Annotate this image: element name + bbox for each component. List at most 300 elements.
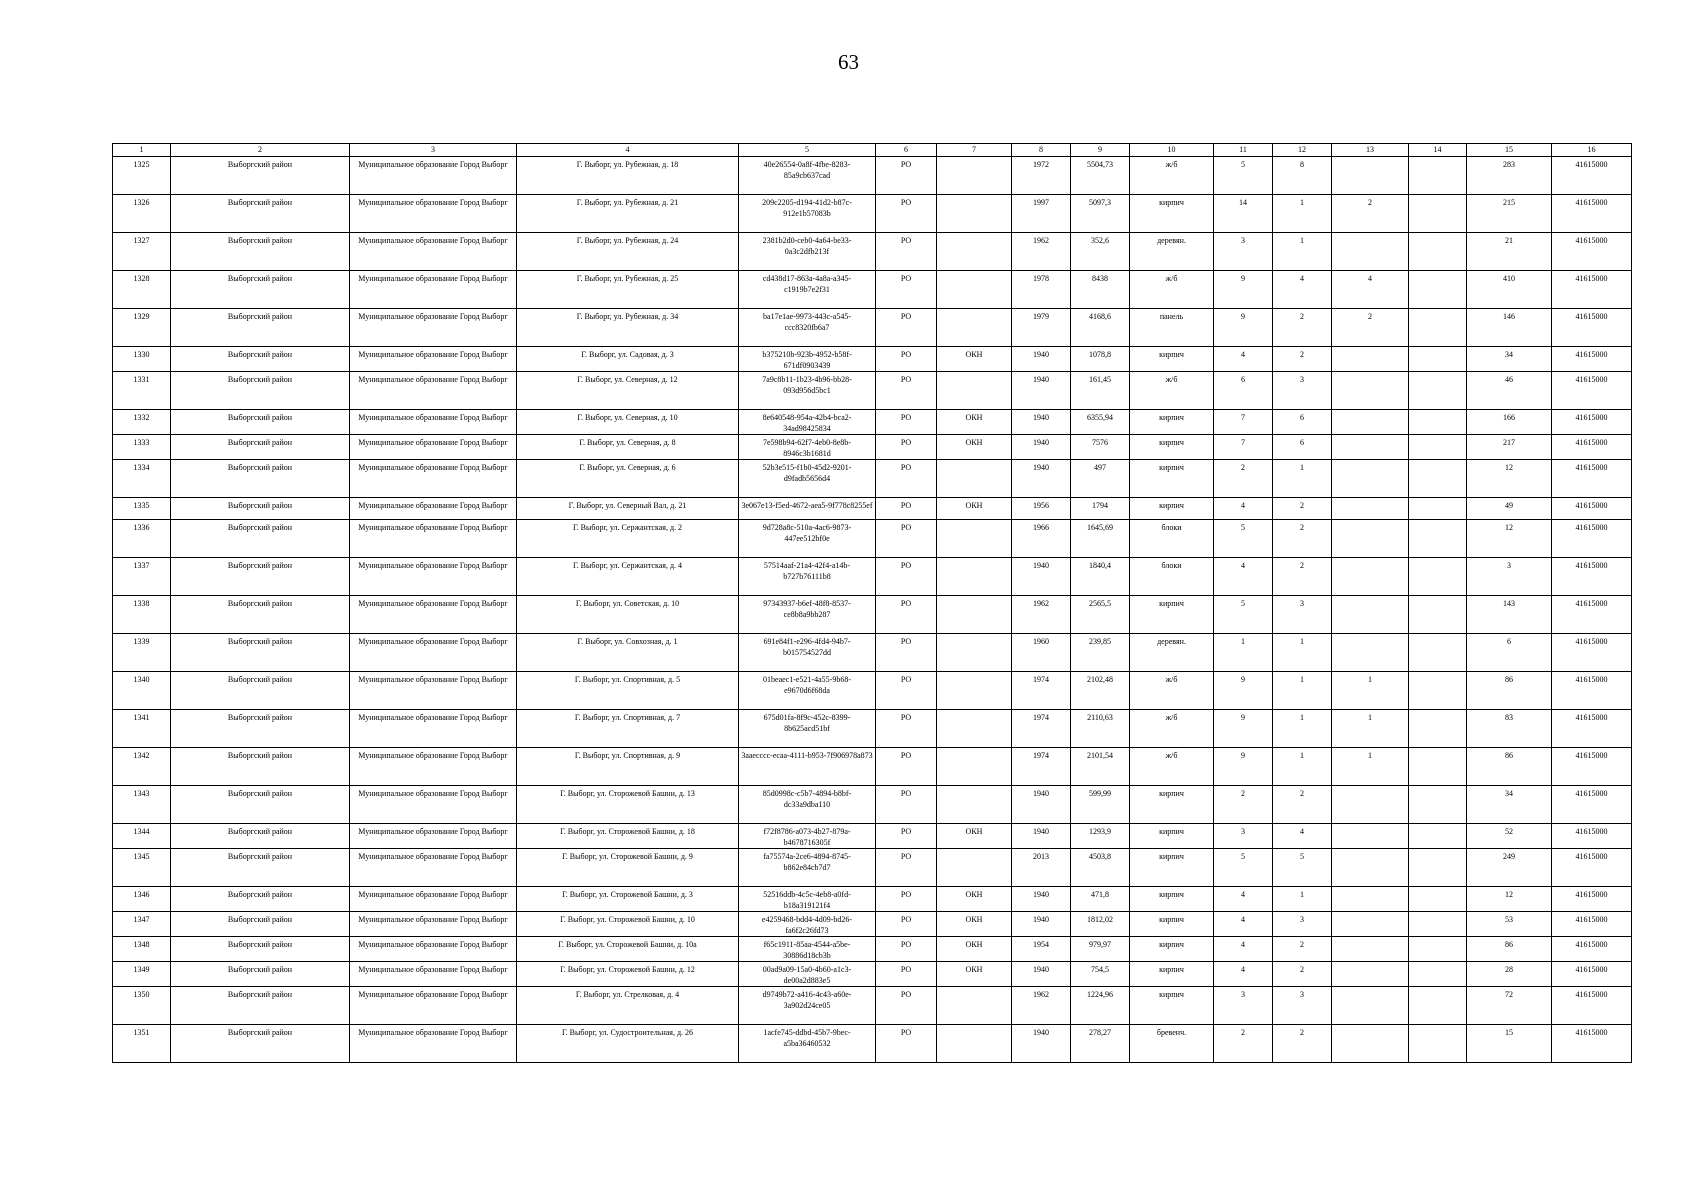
column-header: 14: [1409, 144, 1467, 157]
municipality-cell: Муниципальное образование Город Выборг: [350, 435, 517, 460]
col14-cell: [1409, 498, 1467, 520]
col6-cell: РО: [876, 157, 937, 195]
col6-cell: РО: [876, 271, 937, 309]
municipality-cell: Муниципальное образование Город Выборг: [350, 596, 517, 634]
col6-cell: РО: [876, 309, 937, 347]
col14-cell: [1409, 410, 1467, 435]
col6-cell: РО: [876, 912, 937, 937]
table-row: [113, 634, 1632, 672]
table-row: [113, 435, 1632, 460]
col13-cell: 1: [1332, 672, 1409, 710]
column-header: 12: [1273, 144, 1332, 157]
area-cell: 1645,69: [1071, 520, 1130, 558]
guid-cell: 52b3e515-f1b0-45d2-9201-d9fadb5656d4: [739, 460, 876, 498]
table-row: [113, 309, 1632, 347]
col14-cell: [1409, 937, 1467, 962]
address-cell: Г. Выборг, ул. Сторожевой Башни, д. 12: [517, 962, 739, 987]
oktmo-code-cell: 41615000: [1552, 309, 1632, 347]
col7-cell: [937, 195, 1012, 233]
col14-cell: [1409, 786, 1467, 824]
district-cell: Выборгский район: [171, 987, 350, 1025]
col7-cell: ОКН: [937, 410, 1012, 435]
table-body: [113, 157, 1632, 1063]
oktmo-code-cell: 41615000: [1552, 271, 1632, 309]
table-row: [113, 962, 1632, 987]
municipality-cell: Муниципальное образование Город Выборг: [350, 912, 517, 937]
table-row: [113, 233, 1632, 271]
col7-cell: [937, 309, 1012, 347]
col6-cell: РО: [876, 748, 937, 786]
table-row: [113, 498, 1632, 520]
col14-cell: [1409, 672, 1467, 710]
area-cell: 161,45: [1071, 372, 1130, 410]
district-cell: Выборгский район: [171, 558, 350, 596]
col7-cell: [937, 233, 1012, 271]
address-cell: Г. Выборг, ул. Сторожевой Башни, д. 13: [517, 786, 739, 824]
col7-cell: ОКН: [937, 912, 1012, 937]
address-cell: Г. Выборг, ул. Совхозная, д. 1: [517, 634, 739, 672]
column-header: 7: [937, 144, 1012, 157]
district-cell: Выборгский район: [171, 634, 350, 672]
area-cell: 4168,6: [1071, 309, 1130, 347]
guid-cell: 3aaecccc-ecaa-4111-b953-7f906978a873: [739, 748, 876, 786]
area-cell: 8438: [1071, 271, 1130, 309]
col6-cell: РО: [876, 634, 937, 672]
col15-cell: 28: [1467, 962, 1552, 987]
col15-cell: 49: [1467, 498, 1552, 520]
district-cell: Выборгский район: [171, 410, 350, 435]
column-header: 11: [1214, 144, 1273, 157]
col12-cell: 2: [1273, 558, 1332, 596]
year-cell: 1962: [1012, 233, 1071, 271]
year-cell: 1960: [1012, 634, 1071, 672]
col6-cell: РО: [876, 410, 937, 435]
area-cell: 754,5: [1071, 962, 1130, 987]
col14-cell: [1409, 435, 1467, 460]
col6-cell: РО: [876, 786, 937, 824]
col14-cell: [1409, 849, 1467, 887]
table-row: [113, 987, 1632, 1025]
col12-cell: 3: [1273, 372, 1332, 410]
floors-cell: 9: [1214, 271, 1273, 309]
oktmo-code-cell: 41615000: [1552, 937, 1632, 962]
col12-cell: 2: [1273, 520, 1332, 558]
col7-cell: [937, 786, 1012, 824]
column-header: 10: [1130, 144, 1214, 157]
floors-cell: 5: [1214, 596, 1273, 634]
municipality-cell: Муниципальное образование Город Выборг: [350, 498, 517, 520]
wall-material-cell: кирпич: [1130, 937, 1214, 962]
guid-cell: d9749b72-a416-4c43-a60e-3a902d24ce05: [739, 987, 876, 1025]
guid-cell: ba17e1ae-9973-443c-a545-ccc8320fb6a7: [739, 309, 876, 347]
guid-cell: 691e84f1-e296-4fd4-94b7-b015754527dd: [739, 634, 876, 672]
area-cell: 1224,96: [1071, 987, 1130, 1025]
col7-cell: ОКН: [937, 347, 1012, 372]
col14-cell: [1409, 233, 1467, 271]
year-cell: 1940: [1012, 435, 1071, 460]
year-cell: 2013: [1012, 849, 1071, 887]
col6-cell: РО: [876, 824, 937, 849]
oktmo-code-cell: 41615000: [1552, 710, 1632, 748]
column-header: 4: [517, 144, 739, 157]
col7-cell: [937, 460, 1012, 498]
oktmo-code-cell: 41615000: [1552, 157, 1632, 195]
area-cell: 1293,9: [1071, 824, 1130, 849]
area-cell: 2565,5: [1071, 596, 1130, 634]
row-number-cell: 1341: [113, 710, 171, 748]
table-row: [113, 912, 1632, 937]
oktmo-code-cell: 41615000: [1552, 520, 1632, 558]
wall-material-cell: кирпич: [1130, 887, 1214, 912]
row-number-cell: 1340: [113, 672, 171, 710]
oktmo-code-cell: 41615000: [1552, 634, 1632, 672]
row-number-cell: 1339: [113, 634, 171, 672]
year-cell: 1940: [1012, 347, 1071, 372]
col12-cell: 2: [1273, 498, 1332, 520]
col6-cell: РО: [876, 710, 937, 748]
floors-cell: 9: [1214, 710, 1273, 748]
col7-cell: ОКН: [937, 498, 1012, 520]
col12-cell: 2: [1273, 937, 1332, 962]
address-cell: Г. Выборг, ул. Северная, д. 8: [517, 435, 739, 460]
column-header: 8: [1012, 144, 1071, 157]
col14-cell: [1409, 195, 1467, 233]
address-cell: Г. Выборг, ул. Сторожевой Башни, д. 3: [517, 887, 739, 912]
col12-cell: 2: [1273, 786, 1332, 824]
col14-cell: [1409, 271, 1467, 309]
wall-material-cell: кирпич: [1130, 962, 1214, 987]
col14-cell: [1409, 962, 1467, 987]
col6-cell: РО: [876, 1025, 937, 1063]
municipality-cell: Муниципальное образование Город Выборг: [350, 634, 517, 672]
municipality-cell: Муниципальное образование Город Выборг: [350, 347, 517, 372]
col12-cell: 3: [1273, 596, 1332, 634]
guid-cell: 8e640548-954a-42b4-bca2-34ad98425834: [739, 410, 876, 435]
municipality-cell: Муниципальное образование Город Выборг: [350, 271, 517, 309]
col12-cell: 1: [1273, 460, 1332, 498]
table-row: [113, 520, 1632, 558]
oktmo-code-cell: 41615000: [1552, 596, 1632, 634]
col6-cell: РО: [876, 435, 937, 460]
district-cell: Выборгский район: [171, 887, 350, 912]
guid-cell: 209c2205-d194-41d2-b87c-912e1b57083b: [739, 195, 876, 233]
row-number-cell: 1334: [113, 460, 171, 498]
col15-cell: 86: [1467, 937, 1552, 962]
column-header: 6: [876, 144, 937, 157]
oktmo-code-cell: 41615000: [1552, 498, 1632, 520]
year-cell: 1940: [1012, 460, 1071, 498]
guid-cell: 00ad9a09-15a0-4b60-a1c3-de00a2d883e5: [739, 962, 876, 987]
col15-cell: 146: [1467, 309, 1552, 347]
wall-material-cell: кирпич: [1130, 824, 1214, 849]
col12-cell: 6: [1273, 410, 1332, 435]
floors-cell: 4: [1214, 558, 1273, 596]
municipality-cell: Муниципальное образование Город Выборг: [350, 937, 517, 962]
area-cell: 599,99: [1071, 786, 1130, 824]
address-cell: Г. Выборг, ул. Сержантская, д. 4: [517, 558, 739, 596]
col13-cell: 4: [1332, 271, 1409, 309]
col15-cell: 6: [1467, 634, 1552, 672]
oktmo-code-cell: 41615000: [1552, 912, 1632, 937]
municipality-cell: Муниципальное образование Город Выборг: [350, 748, 517, 786]
municipality-cell: Муниципальное образование Город Выборг: [350, 233, 517, 271]
wall-material-cell: кирпич: [1130, 195, 1214, 233]
address-cell: Г. Выборг, ул. Северная, д. 12: [517, 372, 739, 410]
year-cell: 1972: [1012, 157, 1071, 195]
col14-cell: [1409, 347, 1467, 372]
district-cell: Выборгский район: [171, 824, 350, 849]
address-cell: Г. Выборг, ул. Сторожевой Башни, д. 18: [517, 824, 739, 849]
district-cell: Выборгский район: [171, 596, 350, 634]
floors-cell: 4: [1214, 962, 1273, 987]
address-cell: Г. Выборг, ул. Судостроительная, д. 26: [517, 1025, 739, 1063]
col7-cell: ОКН: [937, 937, 1012, 962]
address-cell: Г. Выборг, ул. Спортивная, д. 9: [517, 748, 739, 786]
wall-material-cell: кирпич: [1130, 498, 1214, 520]
col7-cell: [937, 271, 1012, 309]
col6-cell: РО: [876, 195, 937, 233]
guid-cell: 85d0998c-c5b7-4894-b8bf-dc33a9dba110: [739, 786, 876, 824]
column-header: 1: [113, 144, 171, 157]
municipality-cell: Муниципальное образование Город Выборг: [350, 157, 517, 195]
municipality-cell: Муниципальное образование Город Выборг: [350, 849, 517, 887]
district-cell: Выборгский район: [171, 233, 350, 271]
col13-cell: [1332, 887, 1409, 912]
row-number-cell: 1336: [113, 520, 171, 558]
address-cell: Г. Выборг, ул. Спортивная, д. 7: [517, 710, 739, 748]
col6-cell: РО: [876, 849, 937, 887]
col12-cell: 1: [1273, 887, 1332, 912]
col15-cell: 410: [1467, 271, 1552, 309]
area-cell: 979,97: [1071, 937, 1130, 962]
table-row: [113, 347, 1632, 372]
district-cell: Выборгский район: [171, 710, 350, 748]
municipality-cell: Муниципальное образование Город Выборг: [350, 372, 517, 410]
guid-cell: 7a9c8b11-1b23-4b96-bb28-093d956d5bc1: [739, 372, 876, 410]
col7-cell: [937, 596, 1012, 634]
column-header: 2: [171, 144, 350, 157]
col14-cell: [1409, 558, 1467, 596]
municipality-cell: Муниципальное образование Город Выборг: [350, 710, 517, 748]
col15-cell: 83: [1467, 710, 1552, 748]
page-number: 63: [838, 50, 859, 74]
col15-cell: 86: [1467, 748, 1552, 786]
wall-material-cell: кирпич: [1130, 410, 1214, 435]
table-row: [113, 372, 1632, 410]
row-number-cell: 1350: [113, 987, 171, 1025]
address-cell: Г. Выборг, ул. Сержантская, д. 2: [517, 520, 739, 558]
year-cell: 1966: [1012, 520, 1071, 558]
column-header: 15: [1467, 144, 1552, 157]
col12-cell: 2: [1273, 1025, 1332, 1063]
floors-cell: 3: [1214, 987, 1273, 1025]
col15-cell: 15: [1467, 1025, 1552, 1063]
col6-cell: РО: [876, 233, 937, 271]
col13-cell: [1332, 849, 1409, 887]
wall-material-cell: бревенч.: [1130, 1025, 1214, 1063]
col12-cell: 5: [1273, 849, 1332, 887]
district-cell: Выборгский район: [171, 435, 350, 460]
area-cell: 2101,54: [1071, 748, 1130, 786]
col7-cell: ОКН: [937, 435, 1012, 460]
col15-cell: 46: [1467, 372, 1552, 410]
col13-cell: [1332, 786, 1409, 824]
row-number-cell: 1346: [113, 887, 171, 912]
col14-cell: [1409, 710, 1467, 748]
col7-cell: [937, 520, 1012, 558]
table-row: [113, 460, 1632, 498]
oktmo-code-cell: 41615000: [1552, 410, 1632, 435]
year-cell: 1956: [1012, 498, 1071, 520]
col12-cell: 2: [1273, 962, 1332, 987]
col14-cell: [1409, 157, 1467, 195]
district-cell: Выборгский район: [171, 157, 350, 195]
wall-material-cell: панель: [1130, 309, 1214, 347]
guid-cell: b375210b-923b-4952-b58f-671df0903439: [739, 347, 876, 372]
col12-cell: 4: [1273, 824, 1332, 849]
floors-cell: 9: [1214, 309, 1273, 347]
floors-cell: 4: [1214, 937, 1273, 962]
guid-cell: 52516ddb-4c5c-4eb8-a0fd-b18a319121f4: [739, 887, 876, 912]
col14-cell: [1409, 596, 1467, 634]
col15-cell: 21: [1467, 233, 1552, 271]
table-row: [113, 710, 1632, 748]
address-cell: Г. Выборг, ул. Северная, д. 6: [517, 460, 739, 498]
address-cell: Г. Выборг, ул. Рубежная, д. 34: [517, 309, 739, 347]
col6-cell: РО: [876, 558, 937, 596]
address-cell: Г. Выборг, ул. Рубежная, д. 25: [517, 271, 739, 309]
col6-cell: РО: [876, 498, 937, 520]
col7-cell: [937, 672, 1012, 710]
col14-cell: [1409, 372, 1467, 410]
row-number-cell: 1348: [113, 937, 171, 962]
address-cell: Г. Выборг, ул. Спортивная, д. 5: [517, 672, 739, 710]
column-header: 16: [1552, 144, 1632, 157]
col7-cell: [937, 157, 1012, 195]
district-cell: Выборгский район: [171, 849, 350, 887]
year-cell: 1940: [1012, 824, 1071, 849]
table-row: [113, 748, 1632, 786]
col15-cell: 215: [1467, 195, 1552, 233]
column-header: 9: [1071, 144, 1130, 157]
col15-cell: 217: [1467, 435, 1552, 460]
oktmo-code-cell: 41615000: [1552, 347, 1632, 372]
floors-cell: 7: [1214, 410, 1273, 435]
municipality-cell: Муниципальное образование Город Выборг: [350, 962, 517, 987]
col6-cell: РО: [876, 347, 937, 372]
floors-cell: 4: [1214, 498, 1273, 520]
wall-material-cell: кирпич: [1130, 849, 1214, 887]
district-cell: Выборгский район: [171, 912, 350, 937]
area-cell: 2102,48: [1071, 672, 1130, 710]
district-cell: Выборгский район: [171, 937, 350, 962]
district-cell: Выборгский район: [171, 271, 350, 309]
col13-cell: [1332, 157, 1409, 195]
col15-cell: 12: [1467, 887, 1552, 912]
table-row: [113, 157, 1632, 195]
col15-cell: 34: [1467, 347, 1552, 372]
col14-cell: [1409, 824, 1467, 849]
col15-cell: 86: [1467, 672, 1552, 710]
table-row: [113, 1025, 1632, 1063]
row-number-cell: 1337: [113, 558, 171, 596]
municipality-cell: Муниципальное образование Город Выборг: [350, 987, 517, 1025]
year-cell: 1974: [1012, 672, 1071, 710]
floors-cell: 14: [1214, 195, 1273, 233]
row-number-cell: 1326: [113, 195, 171, 233]
wall-material-cell: кирпич: [1130, 435, 1214, 460]
col13-cell: [1332, 460, 1409, 498]
col14-cell: [1409, 887, 1467, 912]
oktmo-code-cell: 41615000: [1552, 987, 1632, 1025]
floors-cell: 5: [1214, 849, 1273, 887]
col12-cell: 3: [1273, 987, 1332, 1025]
col13-cell: [1332, 824, 1409, 849]
district-cell: Выборгский район: [171, 962, 350, 987]
year-cell: 1974: [1012, 710, 1071, 748]
floors-cell: 2: [1214, 786, 1273, 824]
row-number-cell: 1349: [113, 962, 171, 987]
guid-cell: 675d01fa-8f9c-452c-8399-8b625acd51bf: [739, 710, 876, 748]
municipality-cell: Муниципальное образование Город Выборг: [350, 1025, 517, 1063]
col13-cell: [1332, 372, 1409, 410]
col6-cell: РО: [876, 937, 937, 962]
guid-cell: e4259468-bdd4-4d09-bd26-fa6f2c26fd73: [739, 912, 876, 937]
oktmo-code-cell: 41615000: [1552, 748, 1632, 786]
housing-registry-table: [112, 143, 1632, 1063]
floors-cell: 3: [1214, 824, 1273, 849]
floors-cell: 4: [1214, 912, 1273, 937]
address-cell: Г. Выборг, ул. Северный Вал, д. 21: [517, 498, 739, 520]
col12-cell: 1: [1273, 672, 1332, 710]
table-row: [113, 596, 1632, 634]
col15-cell: 283: [1467, 157, 1552, 195]
district-cell: Выборгский район: [171, 672, 350, 710]
row-number-cell: 1332: [113, 410, 171, 435]
municipality-cell: Муниципальное образование Город Выборг: [350, 786, 517, 824]
column-number-row: [113, 144, 1632, 157]
address-cell: Г. Выборг, ул. Стрелковая, д. 4: [517, 987, 739, 1025]
district-cell: Выборгский район: [171, 748, 350, 786]
col13-cell: [1332, 520, 1409, 558]
oktmo-code-cell: 41615000: [1552, 558, 1632, 596]
col6-cell: РО: [876, 596, 937, 634]
year-cell: 1940: [1012, 1025, 1071, 1063]
row-number-cell: 1331: [113, 372, 171, 410]
address-cell: Г. Выборг, ул. Рубежная, д. 21: [517, 195, 739, 233]
oktmo-code-cell: 41615000: [1552, 372, 1632, 410]
col12-cell: 2: [1273, 347, 1332, 372]
col14-cell: [1409, 748, 1467, 786]
floors-cell: 6: [1214, 372, 1273, 410]
row-number-cell: 1327: [113, 233, 171, 271]
wall-material-cell: ж/б: [1130, 672, 1214, 710]
district-cell: Выборгский район: [171, 347, 350, 372]
col13-cell: [1332, 937, 1409, 962]
oktmo-code-cell: 41615000: [1552, 962, 1632, 987]
col14-cell: [1409, 912, 1467, 937]
oktmo-code-cell: 41615000: [1552, 1025, 1632, 1063]
year-cell: 1940: [1012, 887, 1071, 912]
wall-material-cell: блоки: [1130, 558, 1214, 596]
municipality-cell: Муниципальное образование Город Выборг: [350, 824, 517, 849]
col13-cell: [1332, 987, 1409, 1025]
row-number-cell: 1351: [113, 1025, 171, 1063]
district-cell: Выборгский район: [171, 195, 350, 233]
col7-cell: [937, 748, 1012, 786]
col12-cell: 1: [1273, 233, 1332, 271]
col14-cell: [1409, 460, 1467, 498]
